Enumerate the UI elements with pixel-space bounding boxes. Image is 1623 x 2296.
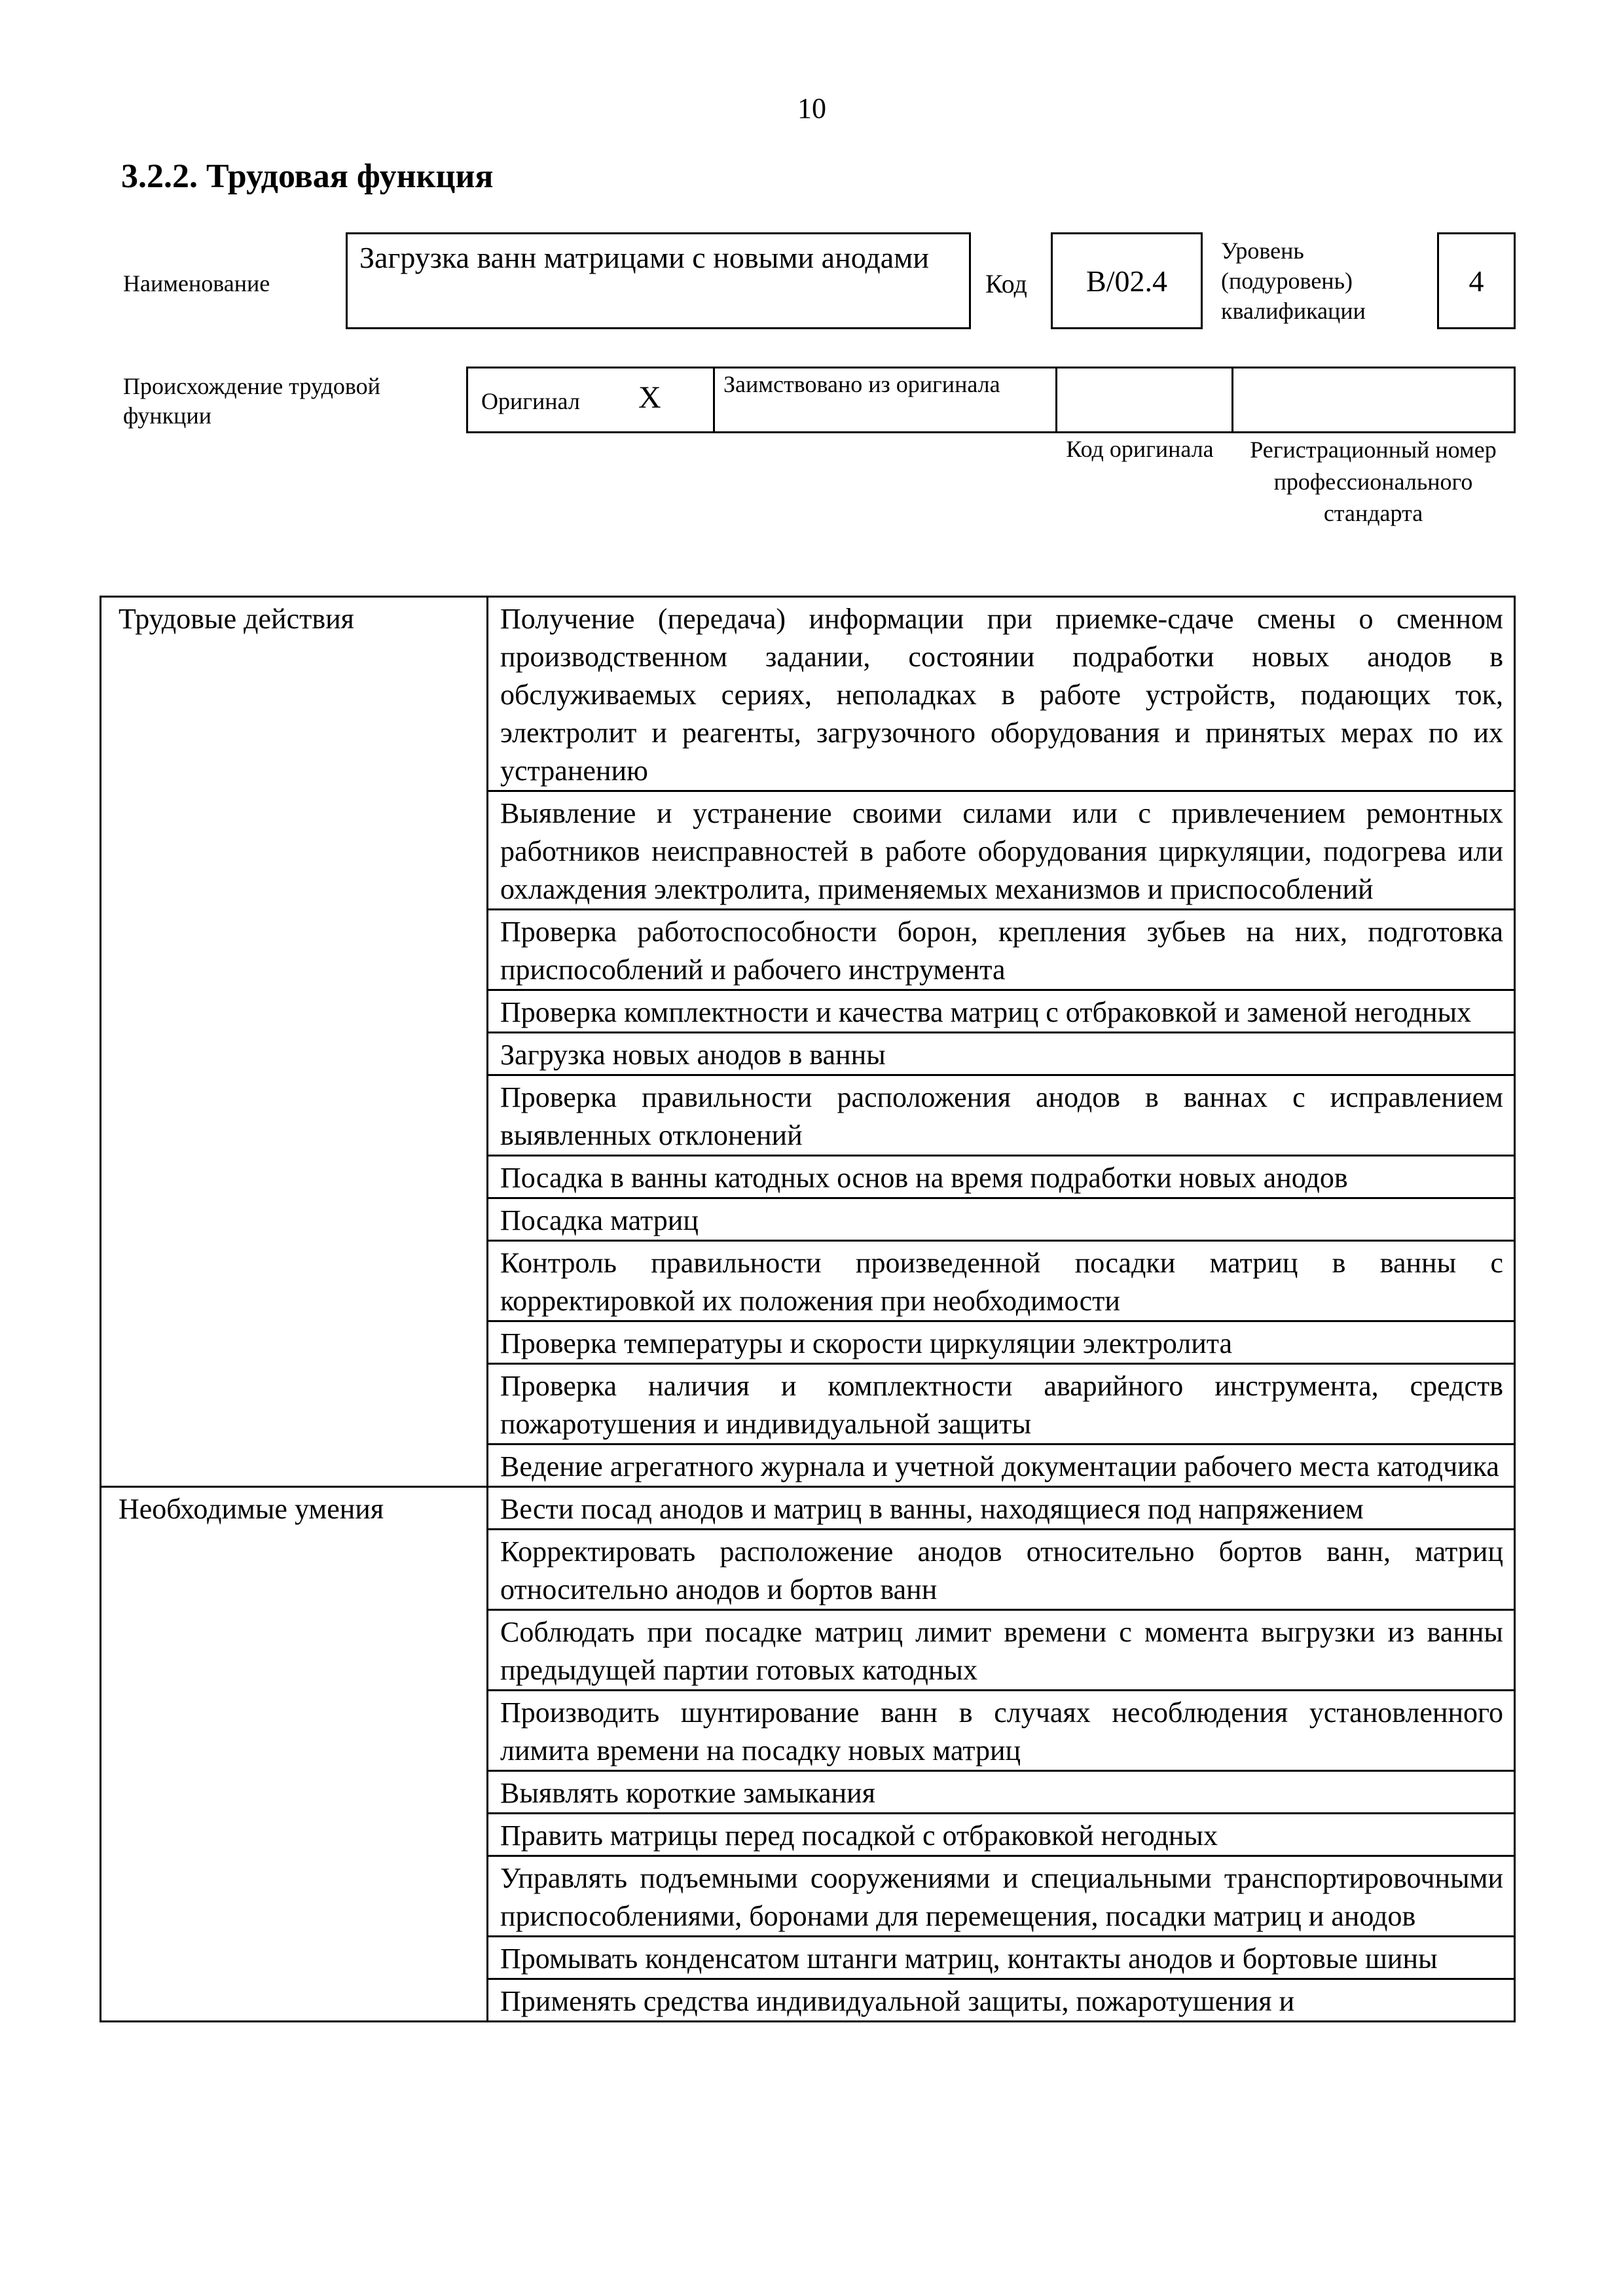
labor-action-row xyxy=(101,597,1515,791)
skill-row-text: Править матрицы перед посадкой с отбраковкой негодных xyxy=(488,1814,1515,1856)
skill-row-text: Применять средства индивидуальной защиты, пожаротушения и xyxy=(488,1979,1515,2022)
labor-action-row-text: Проверка правильности расположения анодов в ваннах с исправлением выявленных отклонений xyxy=(488,1075,1515,1156)
labor-action-row-text: Ведение агрегатного журнала и учетной документации рабочего места катодчика xyxy=(488,1444,1515,1487)
labor-action-row-text: Контроль правильности произведенной посадки матриц в ванны с корректировкой их положения при необходимости xyxy=(488,1241,1515,1321)
function-name-value: Загрузка ванн матрицами с новыми анодами xyxy=(359,241,929,274)
labor-action-row-text: Проверка температуры и скорости циркуляции электролита xyxy=(488,1321,1515,1364)
function-name-box xyxy=(346,232,971,329)
skill-row-text: Промывать конденсатом штанги матриц, контакты анодов и бортовые шины xyxy=(488,1937,1515,1979)
skill-row xyxy=(101,1487,1515,1530)
skill-row-category-label: Необходимые умения xyxy=(119,1493,384,1525)
skill-row-text: Корректировать расположение анодов относительно бортов ванн, матриц относительно анодов и бортов ванн xyxy=(488,1530,1515,1610)
skill-row-text: Производить шунтирование ванн в случаях несоблюдения установленного лимита времени на посадку новых матриц xyxy=(488,1691,1515,1771)
labor-action-row-text: Загрузка новых анодов в ванны xyxy=(488,1033,1515,1075)
skill-row-text: Выявлять короткие замыкания xyxy=(488,1771,1515,1814)
qualification-level-label-text: Уровень (подуровень) квалификации xyxy=(1221,238,1366,325)
registration-number-caption: Регистрационный номер профессионального стандарта xyxy=(1250,437,1497,527)
origin-label-text: Происхождение трудовой функции xyxy=(123,373,380,429)
labor-action-row-text: Посадка в ванны катодных основ на время подработки новых анодов xyxy=(488,1156,1515,1198)
original-label: Оригинал xyxy=(481,388,580,414)
code-value: B/02.4 xyxy=(1086,264,1167,298)
labor-action-row-category xyxy=(101,597,488,1487)
labor-action-row-category-label: Трудовые действия xyxy=(119,603,354,635)
labor-action-row-text: Выявление и устранение своими силами или с привлечением ремонтных работников неисправностей в работе оборудования циркуляции, подогрева или охлаждения электролита, применяемых механизмов и приспособлений xyxy=(488,791,1515,910)
skill-row-text: Управлять подъемными сооружениями и специальными транспортировочными приспособлениями, боронами для перемещения, посадки матриц и анодов xyxy=(488,1856,1515,1937)
name-label: Наименование xyxy=(123,270,270,296)
origin-divider xyxy=(1231,368,1233,431)
borrowed-label xyxy=(723,370,1031,399)
borrowed-label-text: Заимствовано из оригинала xyxy=(723,371,1000,397)
qualification-level-value: 4 xyxy=(1468,264,1484,298)
labor-action-row-text: Проверка комплектности и качества матриц с отбраковкой и заменой негодных xyxy=(488,990,1515,1033)
code-box xyxy=(1051,232,1203,329)
skill-row-category xyxy=(101,1487,488,2022)
qualification-level-label xyxy=(1221,236,1417,326)
qualification-level-box xyxy=(1437,232,1516,329)
section-heading: 3.2.2. Трудовая функция xyxy=(121,158,494,195)
code-label: Код xyxy=(985,269,1027,298)
labor-action-row-text: Посадка матриц xyxy=(488,1198,1515,1241)
labor-action-row-text: Проверка наличия и комплектности аварийного инструмента, средств пожаротушения и индивидуальной защиты xyxy=(488,1364,1515,1444)
skill-row-text: Соблюдать при посадке матриц лимит времени с момента выгрузки из ванны предыдущей партии готовых катодных xyxy=(488,1610,1515,1691)
original-code-caption: Код оригинала xyxy=(1066,436,1214,462)
labor-action-row-text: Проверка работоспособности борон, крепления зубьев на них, подготовка приспособлений и рабочего инструмента xyxy=(488,910,1515,990)
origin-label xyxy=(123,372,464,431)
original-mark: X xyxy=(638,380,661,415)
labor-function-table xyxy=(100,596,1516,2022)
origin-divider xyxy=(713,368,715,431)
origin-divider xyxy=(1055,368,1057,431)
page-number: 10 xyxy=(797,92,826,124)
skill-row-text: Вести посад анодов и матриц в ванны, находящиеся под напряжением xyxy=(488,1487,1515,1530)
labor-action-row-text: Получение (передача) информации при приемке-сдаче смены о сменном производственном задании, состоянии подработки новых анодов в обслуживаемых сериях, неполадках в работе устройств, подающих ток, электролит и реагенты, загрузочного оборудования и принятых мерах по их устранению xyxy=(488,597,1515,791)
